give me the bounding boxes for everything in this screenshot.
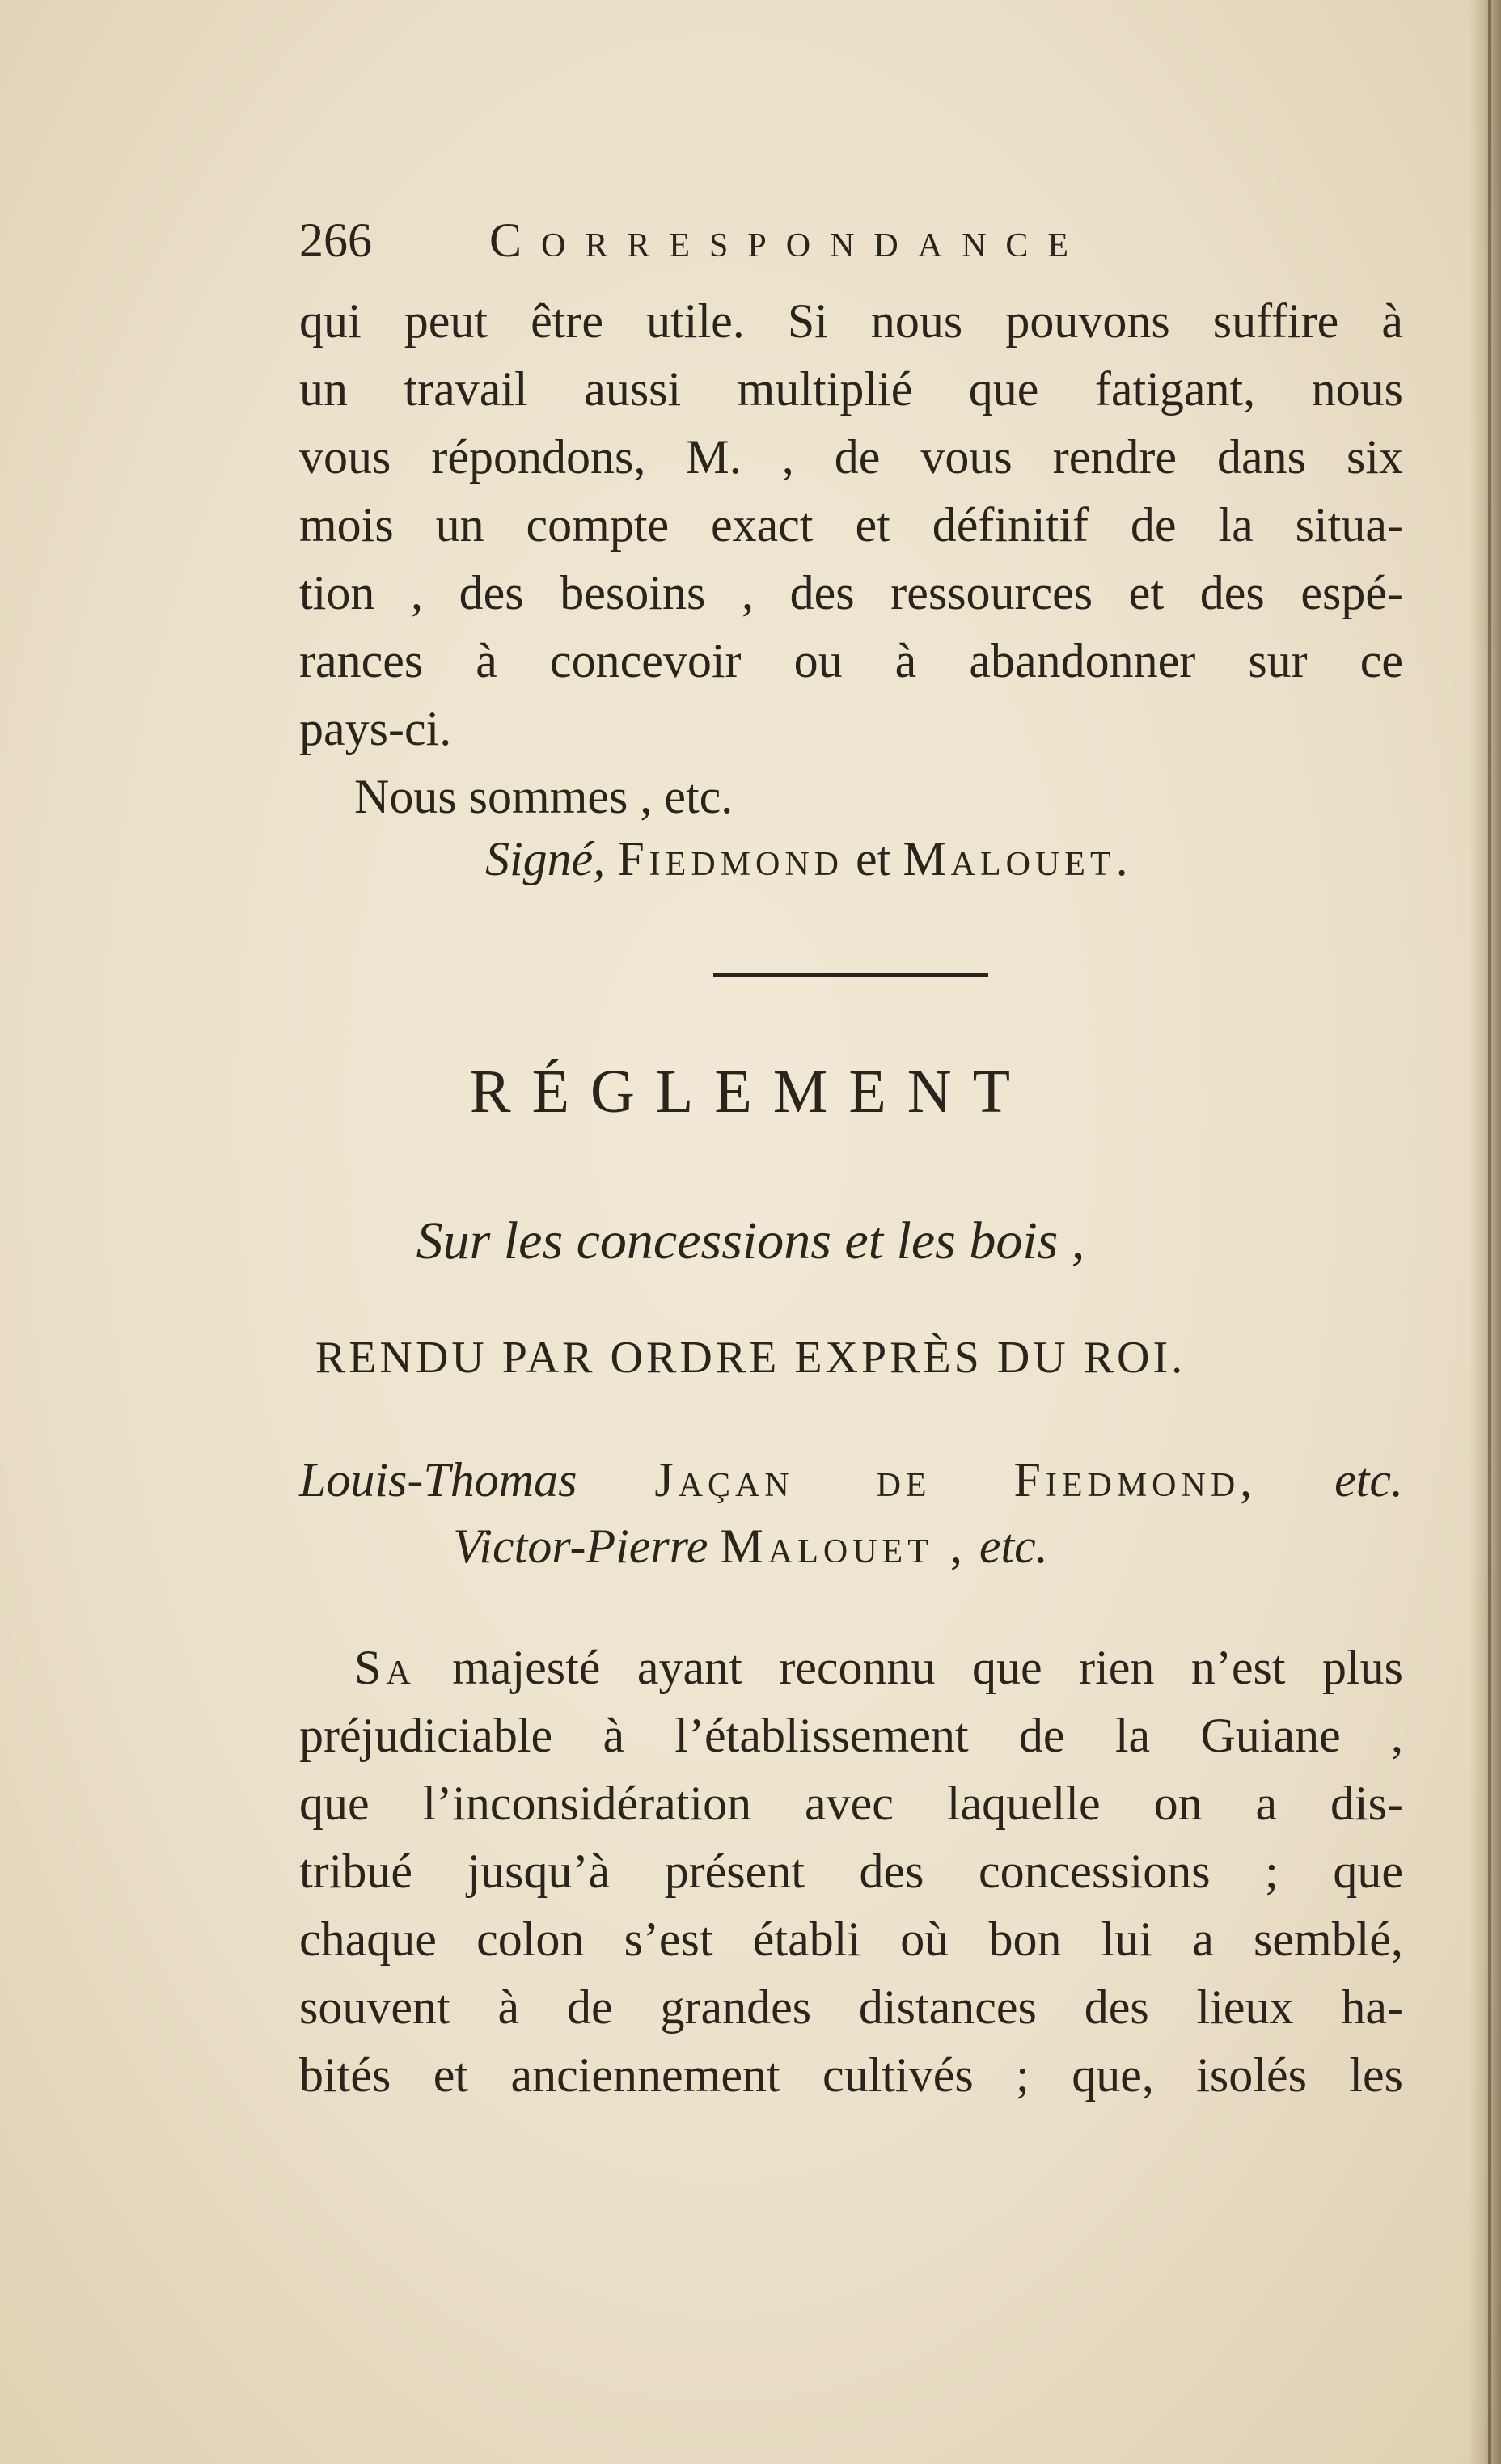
text-line <box>354 1634 1403 1701</box>
author-1-etc: etc. <box>1334 1453 1403 1507</box>
text-line: bités et anciennement cultivés ; que, isolés les <box>299 2048 1403 2102</box>
text-line: un travail aussi multiplié que fatigant, nous <box>299 362 1403 416</box>
text-line: vous répondons, M. , de vous rendre dans six <box>299 430 1403 484</box>
author-2-etc: etc. <box>979 1519 1048 1573</box>
author-line-2 <box>0 1512 1501 1580</box>
decree-line: RENDU PAR ORDRE EXPRÈS DU ROI. <box>315 1333 1186 1383</box>
text-line: chaque colon s’est établi où bon lui a semblé, <box>299 1912 1403 1966</box>
text-line: rances à concevoir ou à abandonner sur ce <box>299 634 1403 687</box>
text-line-content: majesté ayant reconnu que rien n’est plus <box>452 1641 1404 1694</box>
author-2-given-names: Victor-Pierre <box>453 1519 708 1573</box>
page-header <box>299 206 1241 274</box>
document-title: RÉGLEMENT <box>469 1058 1032 1126</box>
opening-word: Sa <box>354 1641 416 1694</box>
signature-line <box>485 825 1133 893</box>
text-line: tion , des besoins , des ressources et des espé- <box>299 566 1403 619</box>
author-1-given-names: Louis-Thomas <box>299 1453 577 1507</box>
text-line: souvent à de grandes distances des lieux ha- <box>299 1980 1403 2034</box>
text-line: pays-ci. <box>299 702 452 755</box>
document-subtitle: Sur les concessions et les bois , <box>416 1211 1085 1270</box>
text-line: que l’inconsidération avec laquelle on a dis- <box>299 1777 1403 1830</box>
author-2-surname: Malouet , <box>720 1519 967 1573</box>
author-line-1 <box>299 1446 1403 1514</box>
signed-label: Signé, <box>485 832 606 885</box>
signature-conjunction: et <box>856 832 891 885</box>
text-line: tribué jusqu’à présent des concessions ; que <box>299 1845 1403 1898</box>
closing-formula: Nous sommes , etc. <box>354 770 734 823</box>
page-edge-shadow <box>1469 0 1501 2464</box>
signer-malouet: Malouet. <box>903 832 1133 885</box>
author-1-surname: Jaçan de Fiedmond, <box>654 1453 1258 1507</box>
text-line: mois un compte exact et définitif de la situa- <box>299 498 1403 552</box>
text-line: préjudiciable à l’établissement de la Guiane , <box>299 1709 1403 1762</box>
running-title: Correspondance <box>489 213 1089 267</box>
signer-fiedmond: Fiedmond <box>617 832 844 885</box>
page-number: 266 <box>299 213 372 267</box>
section-divider <box>713 973 988 977</box>
page-edge <box>1488 0 1491 2464</box>
text-line: qui peut être utile. Si nous pouvons suffire à <box>299 294 1403 348</box>
